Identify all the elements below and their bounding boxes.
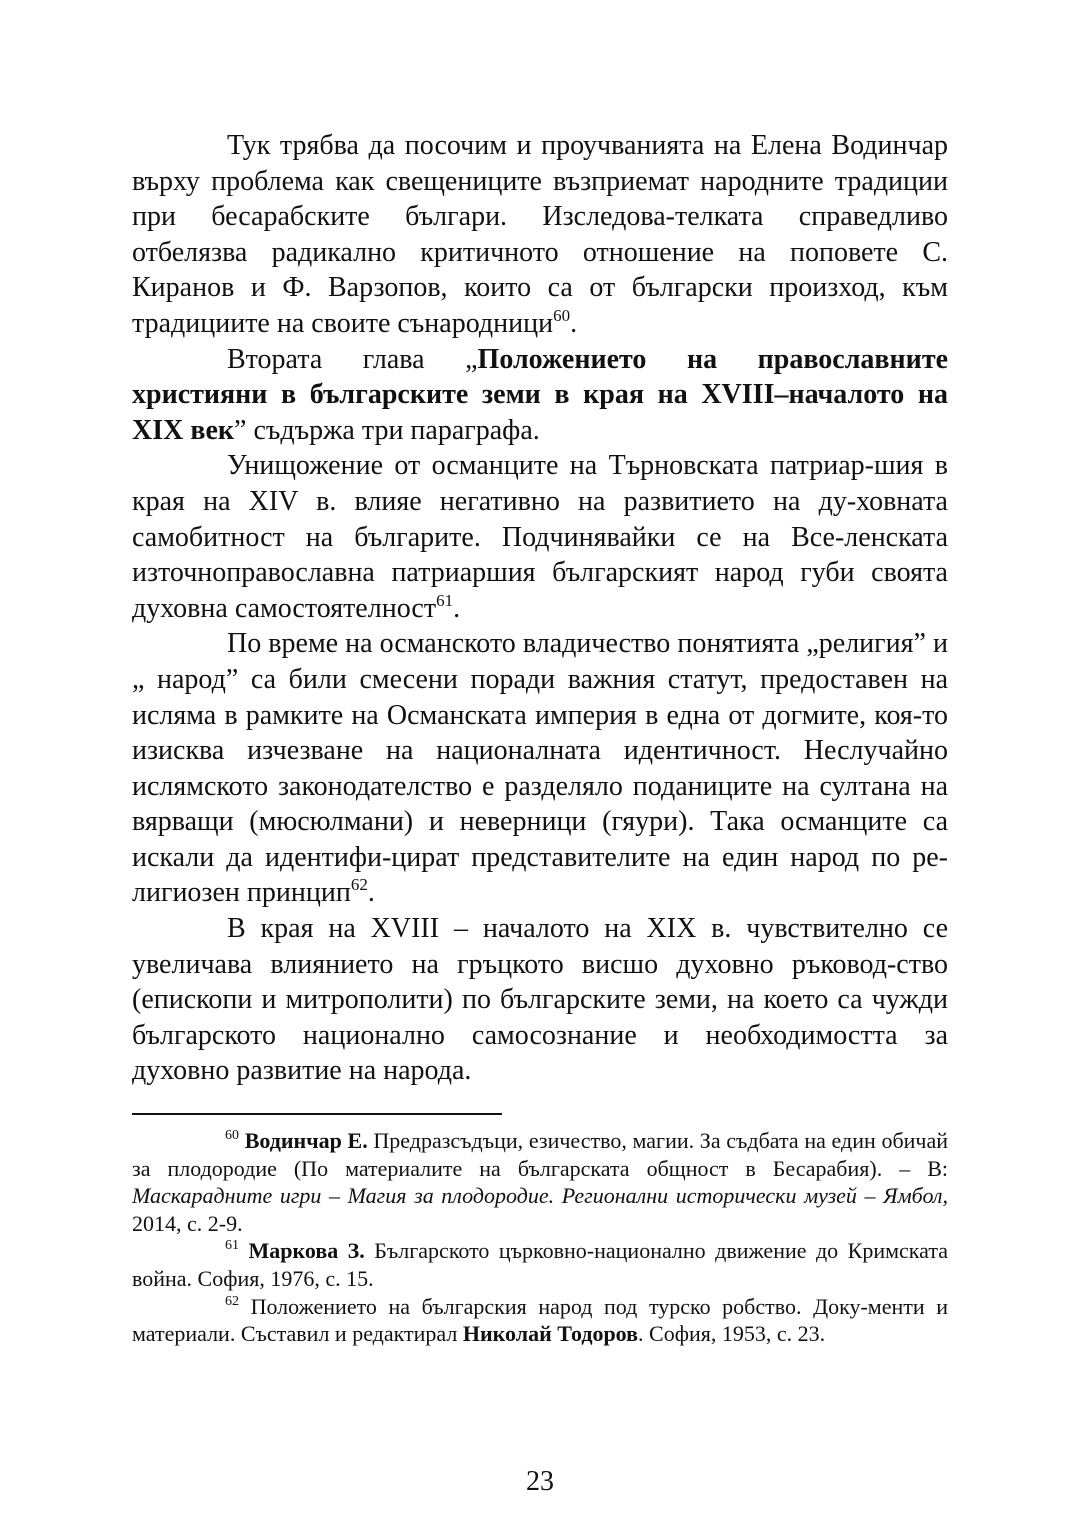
footnote-61-author: Маркова З. <box>248 1238 365 1264</box>
footnote-ref-60: 60 <box>553 305 571 325</box>
paragraph-3-text: Унищожение от османците на Търновската патриар-шия в края на XIV в. влияе негативно на развитието на ду-ховната самобитност на българите. Подчинявайки се на Все-ленската източноправославна патриаршия българският народ губи своята духовна самостоятелност <box>132 450 948 624</box>
paragraph-4-end: . <box>367 877 375 909</box>
footnote-62-end: . София, 1953, с. 23. <box>638 1321 826 1347</box>
footnote-62-editor: Николай Тодоров <box>462 1321 639 1347</box>
footnote-60-italic: Маскарадните игри – Магия за плодородие. Регионални исторически музей – Ямбол, <box>132 1183 948 1209</box>
paragraph-1 <box>132 128 948 342</box>
chapter-title: Положението на православните християни в българските земи в края на XVIII–началото на XIX век <box>132 343 948 446</box>
paragraph-2-start: Втората глава „ <box>227 343 478 375</box>
body-text <box>132 128 948 1089</box>
paragraph-2 <box>132 342 948 449</box>
page-number: 23 <box>526 1466 554 1497</box>
footnote-62-text: Положението на българския народ под турско робство. Доку-менти и материали. Съставил и редактирал <box>132 1293 948 1347</box>
footnote-62 <box>132 1293 948 1348</box>
paragraph-3 <box>132 448 948 626</box>
footnote-60-end: 2014, с. 2-9. <box>132 1210 243 1236</box>
footnote-separator <box>132 1113 502 1115</box>
footnote-ref-62: 62 <box>350 875 368 895</box>
footnote-61 <box>132 1237 948 1292</box>
paragraph-5-text: В края на XVIII – началото на XIX в. чувствително се увеличава влиянието на гръцкото висшо духовно ръковод-ство (епископи и митрополити) по българските земи, на което са чужди българското национално самосознание и необходимостта за духовно развитие на народа. <box>132 913 948 1087</box>
footnote-number-62: 62 <box>225 1293 239 1309</box>
paragraph-2-end: ” съдържа три параграфа. <box>234 414 540 446</box>
footnotes <box>132 1127 948 1348</box>
footnote-number-61: 61 <box>225 1238 239 1254</box>
paragraph-1-text: Тук трябва да посочим и проучванията на Елена Водинчар върху проблема как свещениците възприемат народните традиции при бесарабските българи. Изследова-телката справедливо отбелязва радикално критичното отношение на поповете С. Киранов и Ф. Варзопов, които са от български произход, към традициите на своите сънародници <box>132 130 948 339</box>
footnote-60 <box>132 1127 948 1237</box>
paragraph-4 <box>132 626 948 911</box>
page-content <box>132 128 948 1348</box>
footnote-number-60: 60 <box>225 1128 239 1144</box>
footnote-61-text: Българското църковно-национално движение до Кримската война. София, 1976, с. 15. <box>132 1238 948 1291</box>
footnote-60-author: Водинчар Е. <box>244 1128 368 1154</box>
footnote-ref-61: 61 <box>436 590 454 610</box>
footnote-60-text: Предразсъдъци, езичество, магии. За съдбата на един обичай за плодородие (По материалите на българската общност в Бесарабия). – В: <box>132 1128 949 1181</box>
paragraph-5 <box>132 911 948 1089</box>
paragraph-4-text: По време на османското владичество понятията „религия” и „ народ” са били смесени поради важния статут, предоставен на исляма в рамките на Османската империя в една от догмите, коя-то изисква изчезване на националната идентичност. Неслучайно ислямското законодателство е разделяло поданиците на султана на вярващи (мюсюлмани) и неверници (гяури). Така османците са искали да идентифи-цират представителите на един народ по ре-лигиозен принцип <box>132 628 948 909</box>
paragraph-3-end: . <box>453 592 461 624</box>
paragraph-1-end: . <box>570 307 578 339</box>
